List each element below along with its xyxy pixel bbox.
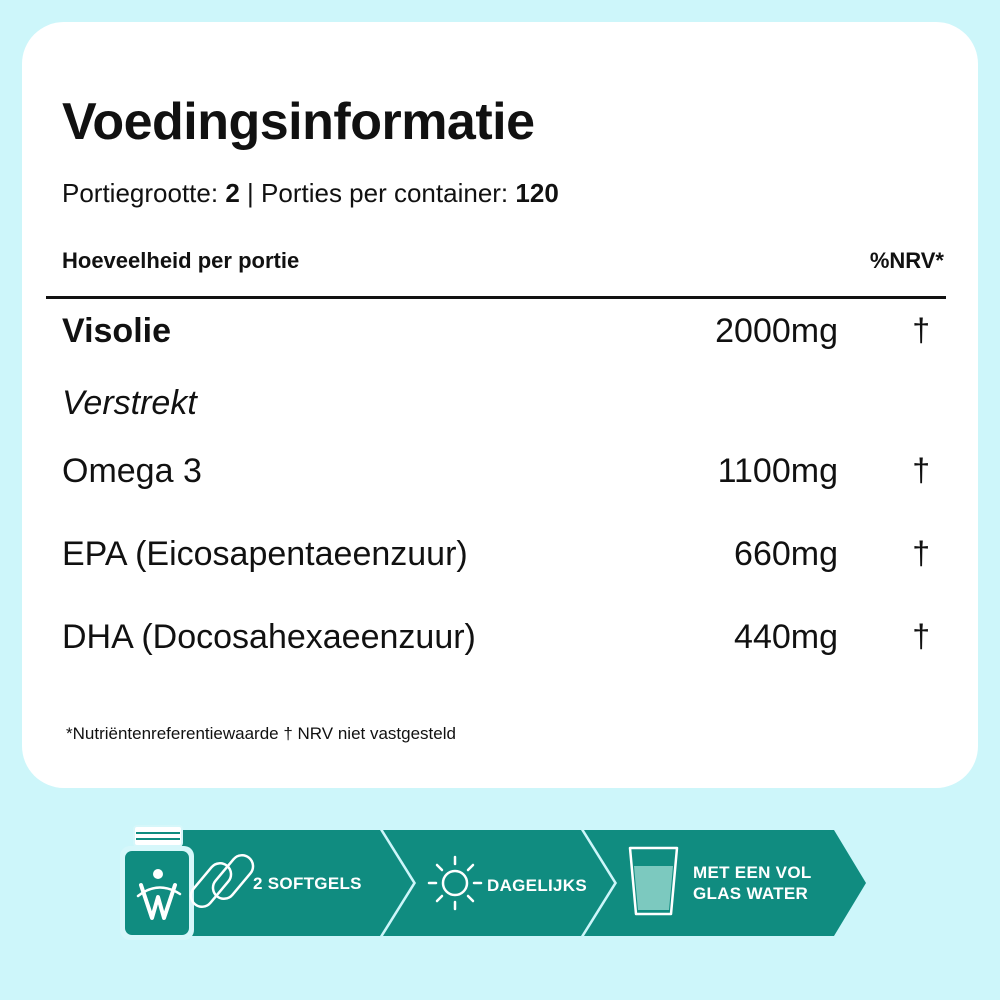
portion-label: Portiegrootte: xyxy=(62,178,219,208)
container-label: Porties per container: xyxy=(261,178,509,208)
step-softgels-label: 2 SOFTGELS xyxy=(253,874,362,893)
nutrient-nrv: † xyxy=(912,535,930,571)
step-daily-label: DAGELIJKS xyxy=(487,876,587,895)
nutrient-amount: 660mg xyxy=(734,535,838,573)
page-title: Voedingsinformatie xyxy=(62,93,535,151)
nutrient-name: DHA (Docosahexaeenzuur) xyxy=(62,618,476,656)
step-water-label xyxy=(693,862,812,904)
nutrient-nrv: † xyxy=(912,312,930,348)
nutrient-nrv: † xyxy=(912,452,930,488)
step-water-label-line2: GLAS WATER xyxy=(693,884,809,903)
nutrient-amount: 440mg xyxy=(734,618,838,656)
container-value: 120 xyxy=(515,178,559,208)
nrv-header: %NRV* xyxy=(869,248,944,273)
step-water-label-line1: MET EEN VOL xyxy=(693,863,812,882)
amount-per-serving-header: Hoeveelheid per portie xyxy=(62,248,300,273)
nutrient-amount: 1100mg xyxy=(717,452,838,490)
nutrient-name: Verstrekt xyxy=(62,384,197,422)
portion-value: 2 xyxy=(225,178,240,208)
nutrient-amount: 2000mg xyxy=(715,312,838,350)
nutrient-name: Visolie xyxy=(62,312,171,350)
supplement-bottle-logo-icon xyxy=(120,826,194,940)
footnote: *Nutriëntenreferentiewaarde † NRV niet vastgesteld xyxy=(66,724,456,743)
nutrient-name: EPA (Eicosapentaeenzuur) xyxy=(62,535,468,573)
nutrient-name: Omega 3 xyxy=(62,452,202,490)
serving-separator: | xyxy=(247,178,254,208)
nutrient-nrv: † xyxy=(912,618,930,654)
